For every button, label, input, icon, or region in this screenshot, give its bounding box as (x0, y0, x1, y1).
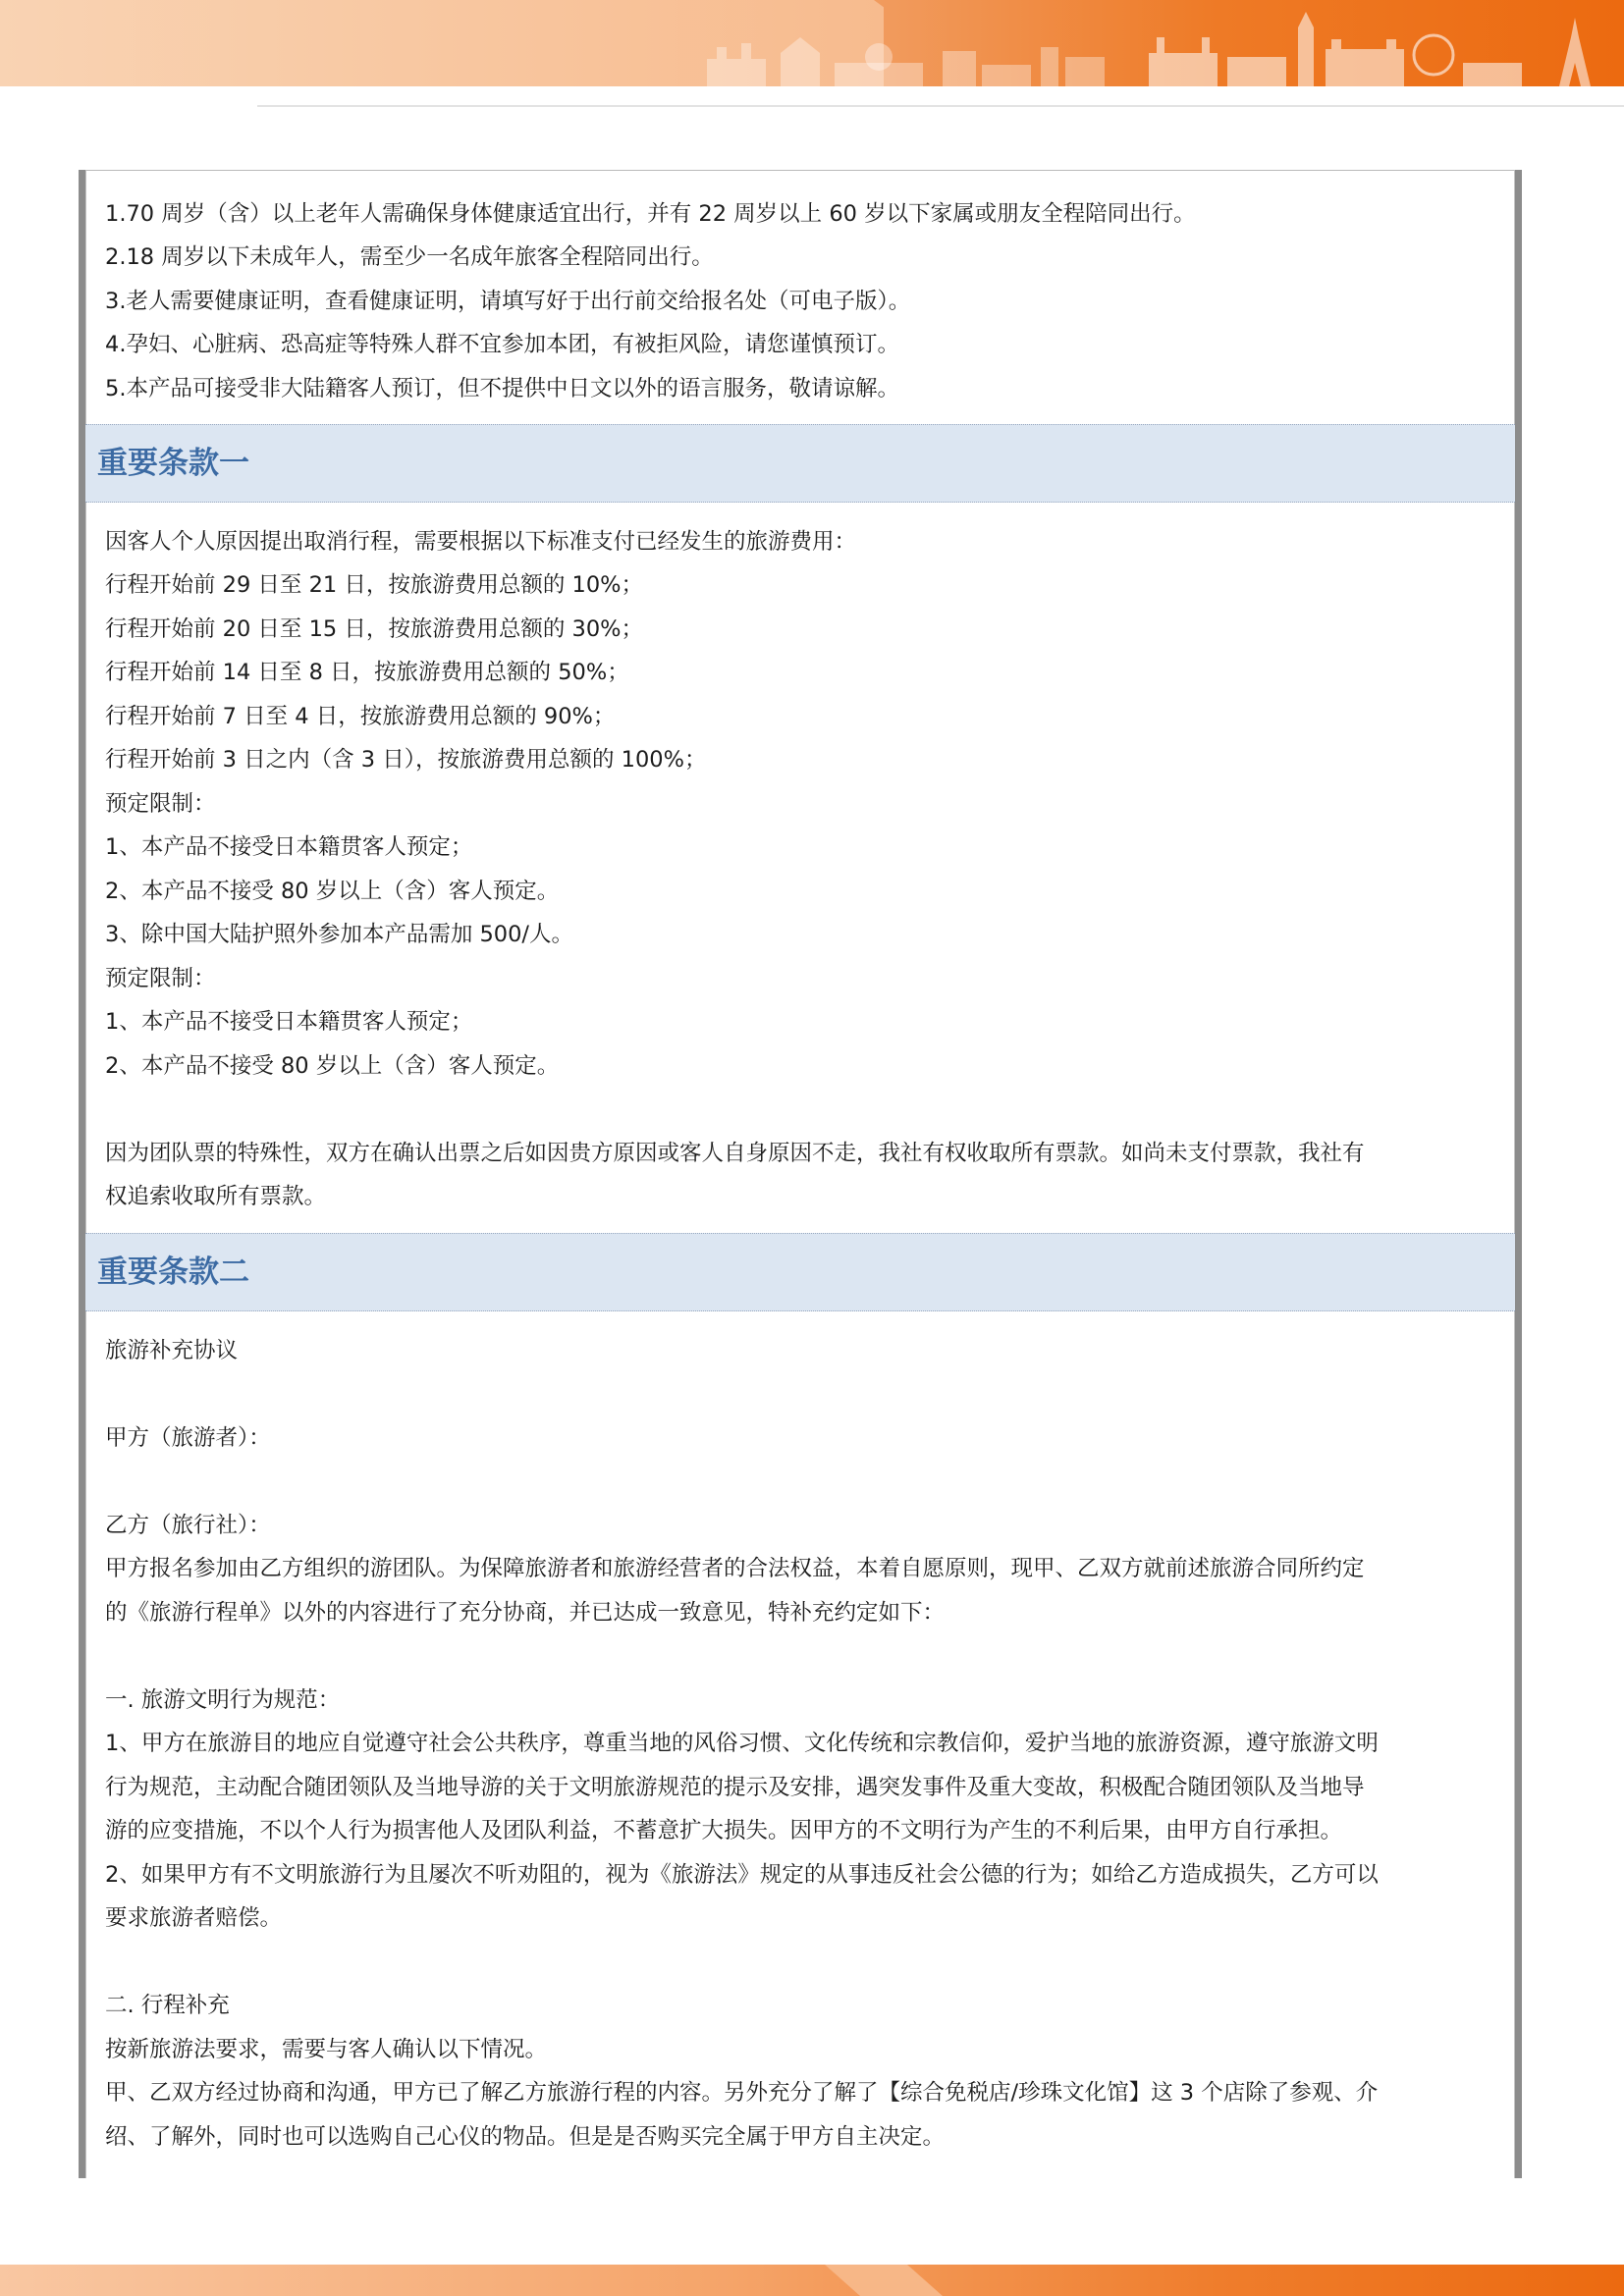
agreement-line: 按新旅游法要求，需要与客人确认以下情况。 (105, 2037, 548, 2062)
footer-banner (0, 2265, 1624, 2296)
agreement-line: 的《旅游行程单》以外的内容进行了充分协商，并已达成一致意见，特补充约定如下： (105, 1600, 946, 1626)
terms-line: 2、本产品不接受 80 岁以上（含）客人预定。 (105, 1053, 560, 1079)
agreement-line (105, 1460, 1495, 1503)
footer-banner-accent (825, 2265, 943, 2296)
terms-line (105, 1088, 1495, 1131)
requirement-line: 4.孕妇、心脏病、恐高症等特殊人群不宜参加本团，有被拒风险，请您谨慎预订。 (105, 332, 899, 357)
section-title: 重要条款一 (97, 446, 249, 481)
agreement-line (105, 1634, 1495, 1678)
terms-line: 行程开始前 3 日之内（含 3 日），按旅游费用总额的 100%； (105, 747, 707, 773)
agreement-line: 行为规范，主动配合随团领队及当地导游的关于文明旅游规范的提示及安排，遇突发事件及重大变故，积极配合随团领队及当地导 (105, 1775, 1365, 1800)
terms-line: 预定限制： (105, 791, 216, 817)
agreement-line: 绍、了解外，同时也可以选购自己心仪的物品。但是是否购买完全属于甲方自主决定。 (105, 2124, 946, 2150)
requirement-line: 1.70 周岁（含）以上老年人需确保身体健康适宜出行，并有 22 周岁以上 60 岁以下家属或朋友全程陪同出行。 (105, 201, 1196, 227)
terms-line: 因客人个人原因提出取消行程，需要根据以下标准支付已经发生的旅游费用： (105, 529, 857, 555)
agreement-line: 一. 旅游文明行为规范： (105, 1687, 341, 1713)
terms-line: 权追索收取所有票款。 (105, 1184, 327, 1209)
terms-line: 1、本产品不接受日本籍贯客人预定； (105, 1009, 473, 1035)
requirement-line: 3.老人需要健康证明，查看健康证明，请填写好于出行前交给报名处（可电子版）。 (105, 289, 911, 314)
requirement-line: 2.18 周岁以下未成年人，需至少一名成年旅客全程陪同出行。 (105, 244, 714, 270)
terms-line: 预定限制： (105, 966, 216, 991)
agreement-line: 甲方报名参加由乙方组织的游团队。为保障旅游者和旅游经营者的合法权益，本着自愿原则，现甲、乙双方就前述旅游合同所约定 (105, 1556, 1365, 1581)
section-heading-terms-1 (85, 424, 1515, 503)
terms-line: 行程开始前 14 日至 8 日，按旅游费用总额的 50%； (105, 660, 629, 685)
terms-line: 3、除中国大陆护照外参加本产品需加 500/人。 (105, 922, 573, 947)
agreement-line: 旅游补充协议 (105, 1338, 239, 1363)
agreement-line: 1、甲方在旅游目的地应自觉遵守社会公共秩序，尊重当地的风俗习惯、文化传统和宗教信仰，爱护当地的旅游资源，遵守旅游文明 (105, 1731, 1379, 1756)
terms-line: 行程开始前 20 日至 15 日，按旅游费用总额的 30%； (105, 616, 644, 642)
document-frame (79, 170, 1522, 2178)
section-title: 重要条款二 (97, 1255, 249, 1290)
terms-line: 因为团队票的特殊性，双方在确认出票之后如因贵方原因或客人自身原因不走，我社有权收取所有票款。如尚未支付票款，我社有 (105, 1141, 1365, 1166)
agreement-line: 二. 行程补充 (105, 1993, 230, 2018)
agreement-line: 甲、乙双方经过协商和沟通，甲方已了解乙方旅游行程的内容。另外充分了解了【综合免税店/珍珠文化馆】这 3 个店除了参观、介 (105, 2080, 1379, 2106)
terms-line: 行程开始前 7 日至 4 日，按旅游费用总额的 90%； (105, 704, 616, 729)
agreement-line (105, 1941, 1495, 1984)
section-body-terms-2 (93, 1329, 1507, 2173)
section-heading-terms-2 (85, 1233, 1515, 1311)
header-divider (257, 105, 1624, 107)
requirement-line: 5.本产品可接受非大陆籍客人预订，但不提供中日文以外的语言服务，敬请谅解。 (105, 376, 899, 401)
header-banner (0, 0, 1624, 86)
section-body-terms-1 (93, 520, 1507, 1207)
agreement-line: 甲方（旅游者）： (105, 1425, 271, 1451)
terms-line: 2、本产品不接受 80 岁以上（含）客人预定。 (105, 879, 560, 904)
agreement-line: 要求旅游者赔偿。 (105, 1905, 283, 1931)
agreement-line: 2、如果甲方有不文明旅游行为且屡次不听劝阻的，视为《旅游法》规定的从事违反社会公德的行为；如给乙方造成损失，乙方可以 (105, 1862, 1379, 1888)
agreement-line: 乙方（旅行社）： (105, 1513, 271, 1538)
traveler-requirements (93, 192, 1507, 428)
city-skyline-decoration (687, 8, 1624, 86)
terms-line: 1、本产品不接受日本籍贯客人预定； (105, 834, 473, 860)
terms-line: 行程开始前 29 日至 21 日，按旅游费用总额的 10%； (105, 572, 644, 598)
agreement-line (105, 1372, 1495, 1415)
agreement-line: 游的应变措施，不以个人行为损害他人及团队利益，不蓄意扩大损失。因甲方的不文明行为产生的不利后果，由甲方自行承担。 (105, 1818, 1343, 1843)
